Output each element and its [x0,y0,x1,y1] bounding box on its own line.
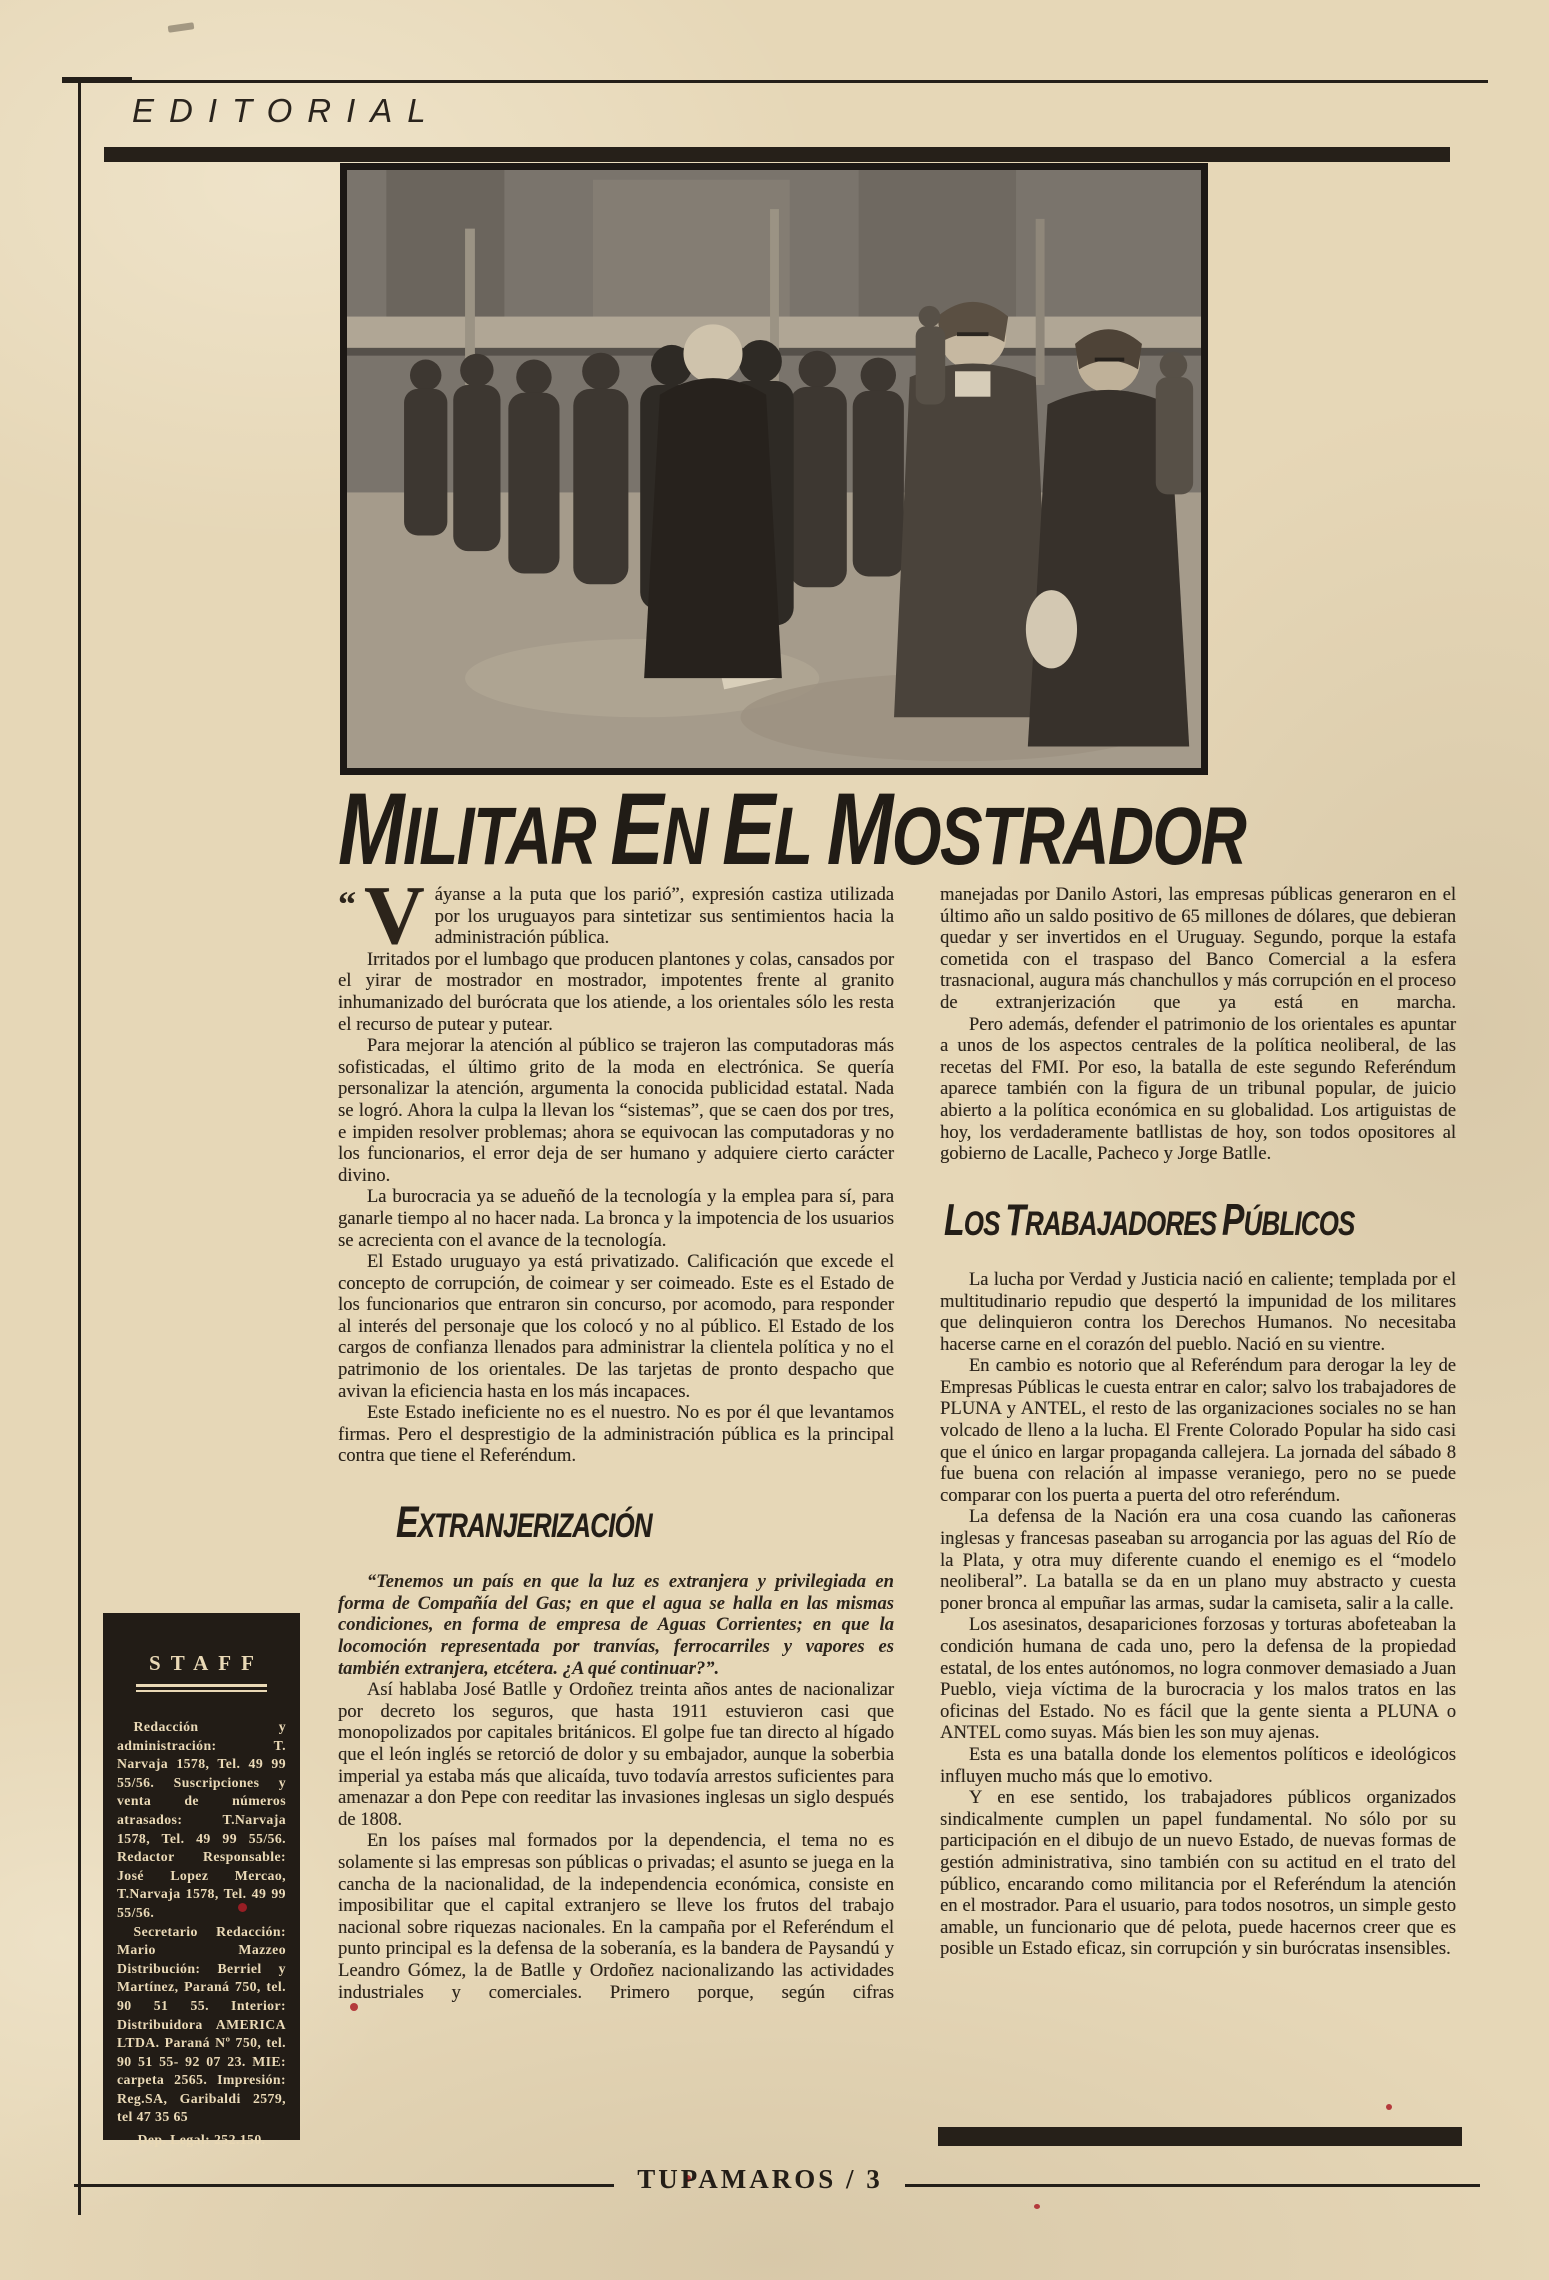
queue-photo [340,163,1208,775]
subhead-word: TRABAJADORES [1005,1195,1217,1245]
paragraph: Los asesinatos, desapariciones forzosas y torturas abofeteaban la condición humana de cada uno, pero la defensa de la propiedad estatal, de los entes autónomos, no logra conmover demasiado a Juan Pueblo, vieja víctima de la burocracia y los malos tratos en las oficinas del Estado. No es fácil que la gente sienta a PLUNA o ANTEL como suyas. Más bien les son muy ajenas. [940,1614,1456,1744]
headline-word: EN [610,771,707,886]
footer-rule-right [905,2184,1480,2187]
staff-title: STAFF [149,1651,264,1675]
left-frame-rule [78,83,81,2215]
print-speck [1386,2104,1392,2110]
top-frame-tick [62,77,132,83]
staff-block: Secretario Redacción: Mario Mazzeo Distribución: Berriel y Martínez, Paraná 750, tel. 90 51 55. Interior: Distribuidora AMERICA LTDA. Paraná Nº 750, tel. 90 51 55- 92 07 23. MIE: carpeta 2565. Impresión: Reg.SA, Garibaldi 2579, tel 47 35 65 [117,1923,286,2125]
top-frame-rule [78,80,1488,83]
headline-word: EL [722,771,812,886]
print-speck [350,2003,358,2011]
paragraph: Esta es una batalla donde los elementos políticos e ideológicos influyen mucho más que lo emotivo. [940,1743,1456,1787]
headline-word: MOSTRADOR [826,771,1246,886]
paragraph: La lucha por Verdad y Justicia nació en caliente; templada por el multitudinario repudio que despertó la impunidad de los militares que delinquieron contra los Derechos Humanos. No necesitaba hacerse carne en el corazón del pueblo. Nació en su vientre. [940,1268,1456,1355]
paragraph: Este Estado ineficiente no es el nuestro. No es por él que levantamos firmas. Pero el desprestigio de la administración pública es la principal contra que tiene el Referéndum. [338,1402,894,1467]
dropcap-letter: V [364,869,425,962]
paragraph: manejadas por Danilo Astori, las empresas públicas generaron en el último año un saldo positivo de 65 millones de dólares, que debieran quedar y ser invertidos en el Uruguay. Segundo, porque la estafa cometida con el traspaso del Banco Comercial a la esfera trasnacional, augura más chanchullos y más corrupción en el proceso de extranjerización que ya está en marcha. [940,884,1456,1013]
publication-name: TUPAMAROS [637,2164,837,2194]
staff-title-rule [136,1684,268,1692]
print-speck [238,1903,247,1912]
paragraph: Irritados por el lumbago que producen plantones y colas, cansados por el yirar de mostrador en mostrador, impotentes frente al granito inhumanizado del burócrata que los atiende, a los orientales sólo les resta el recurso de putear y putear. [338,948,894,1035]
paragraph: La defensa de la Nación era una cosa cuando las cañoneras inglesas y francesas paseaban su arrogancia por las aguas del Río de la Plata, y otra muy diferente cuando el enemigo es el “modelo neoliberal”. La batalla se da en un plano muy abstracto y cuesta poner bronca al empuñar las armas, sudar la camiseta, salir a la calle. [940,1506,1456,1614]
headline-word: MILITAR [338,771,595,886]
article-headline [338,771,1261,886]
subhead-word: EXTRANJERIZACIÓN [396,1498,652,1548]
staff-legal: Dep. Legal: 252.150. [137,2132,266,2148]
page-footer [0,2160,1549,2220]
article-column-left [338,869,894,2003]
opening-text: áyanse a la puta que los parió”, expresión castiza utilizada por los uruguayos para sintetizar sus sentimientos hacia la administración pública. [434,884,894,949]
article-end-bar [938,2127,1462,2146]
staff-block: Redacción y administración: T. Narvaja 1578, Tel. 49 99 55/56. Suscripciones y venta de números atrasados: T.Narvaja 1578, Tel. 49 99 55/56. Redactor Responsable: José Lopez Mercao, T.Narvaja 1578, Tel. 49 99 55/56. [117,1719,286,1920]
page-number: 3 [866,2164,883,2194]
header-bar [104,147,1450,162]
historic-quote: “Tenemos un país en que la luz es extranjera y privilegiada en forma de Compañía del Gas; en que el agua se halla en las mismas condiciones, en forma de empresa de Aguas Corrientes; en que la locomoción representada por tranvías, ferrocarriles y vapores es también extranjera, etcétera. ¿A qué continuar?”. [338,1571,894,1679]
opening-paragraph [338,869,894,962]
paragraph: En cambio es notorio que al Referéndum para derogar la ley de Empresas Públicas le cuesta entrar en calor; salvo los trabajadores de PLUNA y ANTEL, el resto de las organizaciones sociales no se han volcado de lleno a la lucha. El Frente Colorado Popular ha sido casi que el único en largar propaganda callejera. La jornada del sábado 8 fue buena con relación al impasse veraniego, pero no se puede comparar con los puerta a puerta del otro referéndum. [940,1355,1456,1506]
footer-rule-left [74,2184,614,2187]
article-column-right [940,884,1456,1960]
scan-smudge [168,22,195,33]
subhead-extranjerizacion [396,1498,774,1548]
paragraph: El Estado uruguayo ya está privatizado. Calificación que excede el concepto de corrupción, de coimear y ser coimeado. Este es el Estado de los funcionarios que entraron sin concurso, por acomodo, para responder al interés del personaje que los colocó y no al público. El Estado de los cargos de confianza llenados para administrar la clientela política y no el patrimonio de los orientales. De las tarjetas de pronto despacho que avivan la eficiencia hasta en los más incapaces. [338,1251,894,1402]
opening-quote-mark: “ [338,884,354,924]
subhead-word: PÚBLICOS [1221,1195,1355,1245]
paragraph: Para mejorar la atención al público se trajeron las computadoras más sofisticadas, el último grito de la moda en electrónica. Se quería personalizar la atención, argumenta la conocida publicidad estatal. Nada se logró. Ahora la culpa la llevan los “sistemas”, que se caen dos por tres, e impiden resolver problemas; ahora se equivocan las computadoras y no los funcionarios, el error deja de ser humano y adquiere cierto carácter divino. [338,1035,894,1186]
paragraph: Y en ese sentido, los trabajadores públicos organizados sindicalmente cumplen un papel fundamental. No sólo por su participación en el dibujo de un nuevo Estado, de nuevas formas de gestión administrativa, sino también con su actitud en el trato del público, encarando como militancia por el Referéndum la atención en el mostrador. Para el usuario, para todos nosotros, un simple gesto amable, un funcionario que dé pelota, puede hacernos creer que es posible un Estado eficaz, sin corrupción y sin burócratas insensibles. [940,1787,1456,1960]
footer-separator: / [836,2164,867,2194]
section-label: EDITORIAL [132,92,441,129]
footer-text [618,2164,902,2195]
subhead-word: LOS [944,1195,1000,1245]
staff-text [117,1718,286,2150]
paragraph: En los países mal formados por la dependencia, el tema no es solamente si las empresas son públicas o privadas; el asunto se juega en la cancha de la nacionalidad, de la independencia económica, consiste en imposibilitar que el capital extranjero se lleve los frutos del trabajo nacional sobre riquezas nacionales. En la campaña por el Referéndum el punto principal es la defensa de la soberanía, es la bandera de Paysandú y Leandro Gómez, la de Batlle y Ordoñez nacionalizando las actividades industriales y comerciales. Primero porque, según cifras [338,1830,894,2003]
paragraph: Pero además, defender el patrimonio de los orientales es apuntar a unos de los aspectos centrales de la política neoliberal, de las recetas del FMI. Por eso, la batalla de este segundo Referéndum aparece también con la figura de un tribunal popular, de juicio abierto a la política económica en su globalidad. Los artiguistas de hoy, los verdaderamente batllistas de hoy, son todos opositores al gobierno de Lacalle, Pacheco y Jorge Batlle. [940,1013,1456,1165]
staff-box [103,1613,300,2148]
subhead-trabajadores-publicos [944,1195,1355,1245]
paragraph: La burocracia ya se adueñó de la tecnología y la emplea para sí, para ganarle tiempo al no hacer nada. La bronca y la impotencia de los usuarios se acrecienta con el avance de la tecnología. [338,1186,894,1251]
paragraph: Así hablaba José Batlle y Ordoñez treinta años antes de nacionalizar por decreto los seguros, que hasta 1911 estuvieron casi que monopolizados por capitales británicos. El golpe fue tan directo al hígado que el león inglés se retorció de dolor y su embajador, aunque la soberbia imperial ya estaba más que alicaída, tuvo todavía arrestos suficientes para amenazar a don Pepe con reeditar las invasiones inglesas un siglo después de 1808. [338,1679,894,1830]
queue-photo-illustration [347,170,1201,768]
dropcap-group [338,869,425,962]
